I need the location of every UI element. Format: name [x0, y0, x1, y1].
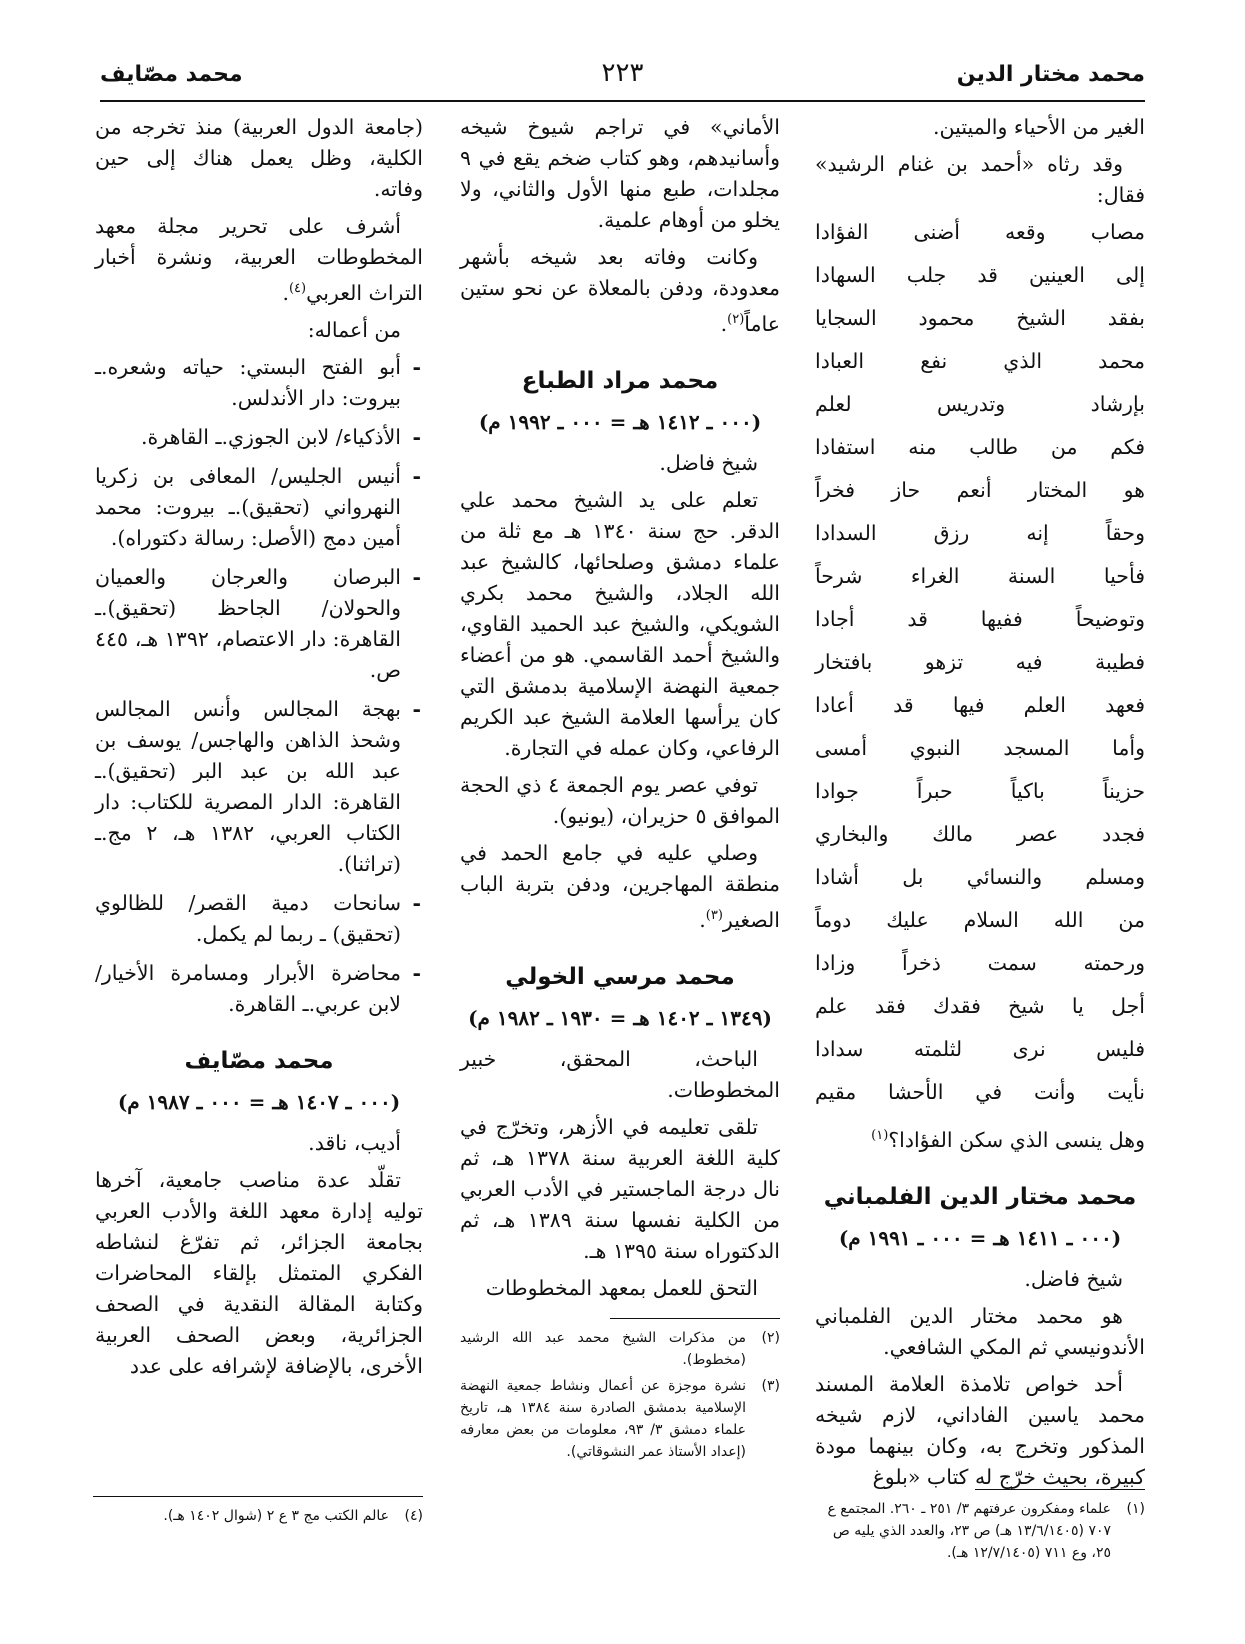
entry-dates: (١٣٤٩ ـ ١٤٠٢ هـ = ١٩٣٠ ـ ١٩٨٢ م) — [468, 1005, 772, 1030]
poem-verse: ومسلم والنسائي بل أشادا — [815, 865, 1145, 889]
work-item: - البرصان والعرجان والعميان والحولان/ الجاحظ (تحقيق).ـ القاهرة: دار الاعتصام، ١٣٩٢ هـ، ٤٤٥ ص. — [95, 562, 423, 686]
entry-title: محمد مختار الدين الفلمباني — [823, 1183, 1137, 1210]
footnotes-left — [95, 1482, 423, 1531]
paragraph: تعلم على يد الشيخ محمد علي الدقر. حج سنة ١٣٤٠ هـ مع ثلة من علماء دمشق وصلحائها، كالشيخ عبد الله الجلاد، والشيخ محمد بكري الشويكي، والشيخ عبد الحميد القاوي، والشيخ أحمد القاسمي. هو من أعضاء جمعية النهضة الإسلامية بدمشق التي كان يرأسها العلامة الشيخ عبد الكريم الرفاعي، وكان عمله في التجارة. — [460, 487, 781, 760]
elegy-poem — [815, 217, 1145, 1156]
footnote-ref: (١) — [871, 1128, 889, 1143]
running-head-right: محمد مختار الدين — [956, 62, 1145, 87]
paragraph: الأماني» في تراجم شيوخ شيخه وأسانيدهم، وهو كتاب ضخم يقع في ٩ مجلدات، طبع منها الأول والثاني، ولا يخلو من أوهام علمية. — [460, 115, 780, 232]
paragraph-text: أشرف على تحرير مجلة معهد المخطوطات العربية، ونشرة أخبار التراث العربي — [95, 214, 423, 305]
paragraph-text: وصلي عليه في جامع الحمد في منطقة المهاجرين، ودفن بتربة الباب الصغير — [460, 840, 780, 932]
page-number: ٢٢٣ — [601, 58, 644, 88]
work-item: - أبو الفتح البستي: حياته وشعره.ـ بيروت: دار الأندلس. — [95, 352, 423, 414]
paragraph: هو محمد مختار الدين الفلمباني الأندونيسي ثم المكي الشافعي. — [815, 1303, 1145, 1359]
column-right — [815, 112, 1145, 1499]
work-item: - بهجة المجالس وأنس المجالس وشحذ الذاهن والهاجس/ يوسف بن عبد الله بن عبد البر (تحقيق).ـ القاهرة: الدار المصرية للكتاب: دار الكتاب العربي، ١٣٨٢ هـ، ٢ مج.ـ (تراثنا). — [95, 694, 423, 880]
paragraph: الغير من الأحياء والميتين. — [933, 115, 1145, 139]
column-left — [95, 112, 423, 1388]
entry-title: محمد مراد الطباع — [521, 367, 719, 394]
entry-dates: (٠٠٠ ـ ١٤١٢ هـ = ٠٠٠ ـ ١٩٩٢ م) — [478, 409, 762, 434]
paragraph: الباحث، المحقق، خبير المخطوطات. — [460, 1046, 780, 1102]
paragraph: أشرف على تحرير مجلة معهد المخطوطات العربية، ونشرة أخبار التراث العربي$^{(٤)}$. — [95, 214, 423, 305]
footnote-number: (٣) — [761, 1377, 780, 1394]
poem-verse: أجل يا شيخ فقدك فقد علم — [815, 994, 1145, 1018]
poem-verse: وحقاً إنه رزق السدادا — [815, 521, 1145, 545]
poem-verse: بفقد الشيخ محمود السجايا — [815, 306, 1145, 330]
paragraph: شيخ فاضل. — [659, 450, 758, 475]
poem-verse: فطيبة فيه تزهو بافتخار — [815, 650, 1145, 674]
paragraph-text: وكانت وفاته بعد شيخه بأشهر معدودة، ودفن بالمعلاة عن نحو ستين عاماً — [460, 245, 780, 336]
paragraph: (جامعة الدول العربية) منذ تخرجه من الكلية، وظل يعمل هناك إلى حين وفاته. — [95, 115, 423, 201]
footnote-rule — [93, 1496, 423, 1497]
paragraph: وصلي عليه في جامع الحمد في منطقة المهاجرين، ودفن بتربة الباب الصغير$^{(٣)}$. — [460, 840, 780, 932]
work-item: - أنيس الجليس/ المعافى بن زكريا النهرواني (تحقيق).ـ بيروت: محمد أمين دمج (الأصل: رسالة دكتوراه). — [95, 461, 423, 554]
footnote-number: (٢) — [761, 1329, 780, 1346]
paragraph: التحق للعمل بمعهد المخطوطات — [485, 1275, 758, 1300]
footnote-text: علماء ومفكرون عرفتهم ٣/ ٢٥١ ـ ٢٦٠. المجتمع ع ٧٠٧ (١٣/٦/١٤٠٥ هـ) ص ٢٣، والعدد الذي يليه ص ٢٥، وع ٧١١ (١٢/٧/١٤٠٥ هـ). — [827, 1501, 1111, 1561]
poem-verse: مصاب وقعه أضنى الفؤادا — [815, 220, 1145, 244]
entry-dates: (٠٠٠ ـ ١٤١١ هـ = ٠٠٠ ـ ١٩٩١ م) — [838, 1225, 1122, 1250]
work-item: - محاضرة الأبرار ومسامرة الأخيار/ لابن عربي.ـ القاهرة. — [95, 958, 423, 1020]
poem-verse: نأيت وأنت في الأحشا مقيم — [815, 1080, 1145, 1104]
work-item: - الأذكياء/ لابن الجوزي.ـ القاهرة. — [95, 422, 423, 453]
works-heading: من أعماله: — [307, 317, 401, 342]
poem-verse: فأحيا السنة الغراء شرحاً — [815, 564, 1145, 588]
footnote-text: عالم الكتب مج ٣ ع ٢ (شوال ١٤٠٢ هـ). — [163, 1508, 389, 1524]
footnote — [95, 1505, 423, 1527]
entry-dates: (٠٠٠ ـ ١٤٠٧ هـ = ٠٠٠ ـ ١٩٨٧ م) — [117, 1089, 401, 1114]
paragraph: تلقى تعليمه في الأزهر، وتخرّج في كلية اللغة العربية سنة ١٣٧٨ هـ، ثم نال درجة الماجستير في الأدب العربي من الكلية نفسها سنة ١٣٨٩ هـ، ثم الدكتوراه سنة ١٣٩٥ هـ. — [460, 1114, 780, 1263]
entry-title: محمد مرسي الخولي — [505, 963, 735, 990]
paragraph: أديب، ناقد. — [308, 1130, 401, 1155]
footnote — [460, 1327, 780, 1371]
poem-verse: وتوضيحاً ففيها قد أجادا — [815, 607, 1145, 631]
works-list — [95, 352, 423, 1020]
footnote-ref: (٢) — [727, 312, 745, 327]
poem-verse: من الله السلام عليك دوماً — [815, 908, 1145, 932]
poem-verse: إلى العينين قد جلب السهادا — [815, 263, 1145, 287]
page-header — [100, 58, 1145, 102]
paragraph: وقد رثاه «أحمد بن غنام الرشيد» فقال: — [815, 152, 1145, 207]
footnote-rule — [610, 1318, 780, 1319]
footnote-ref: (٣) — [705, 907, 723, 923]
poem-verse: فعهد العلم فيها قد أعادا — [815, 693, 1145, 717]
footnote-number: (٤) — [404, 1508, 423, 1524]
column-middle — [460, 112, 780, 1467]
poem-verse: ورحمته سمت ذخراً وزادا — [815, 951, 1145, 975]
poem-verse: بإرشاد وتدريس لعلم — [815, 392, 1145, 416]
poem-verse: محمد الذي نفع العبادا — [815, 349, 1145, 373]
footnote-ref: (٤) — [288, 281, 307, 296]
poem-verse: فكم من طالب منه استفادا — [815, 435, 1145, 459]
paragraph: تقلّد عدة مناصب جامعية، آخرها توليه إدارة معهد اللغة والأدب العربي بجامعة الجزائر، ثم تفرّغ لنشاطه الفكري المتمثل بإلقاء المحاضرات وكتابة المقالة النقدية في الصحف الجزائرية، وبعض الصحف العربية الأخرى، بالإضافة لإشرافه على عدد — [95, 1167, 423, 1378]
verse-text: وهل ينسى الذي سكن الفؤادا؟ — [888, 1127, 1145, 1152]
paragraph: أحد خواص تلامذة العلامة المسند محمد ياسين الفاداني، لازم شيخه المذكور وتخرج به، وكان بينهما مودة كبيرة، بحيث خرّج له كتاب «بلوغ — [815, 1371, 1145, 1489]
footnote — [815, 1498, 1145, 1564]
entry-title: محمد مصّايف — [184, 1047, 334, 1074]
paragraph: توفي عصر يوم الجمعة ٤ ذي الحجة الموافق ٥ حزيران، (يونيو). — [460, 772, 780, 828]
poem-verse: فجدد عصر مالك والبخاري — [815, 822, 1145, 846]
footnote — [460, 1375, 780, 1463]
work-item: - سانحات دمية القصر/ للظالوي (تحقيق) ـ ربما لم يكمل. — [95, 888, 423, 950]
running-head-left: محمد مصّايف — [100, 62, 243, 87]
poem-verse: هو المختار أنعم حاز فخراً — [815, 478, 1145, 502]
paragraph: وكانت وفاته بعد شيخه بأشهر معدودة، ودفن بالمعلاة عن نحو ستين عاماً$^{(٢)}$. — [460, 245, 780, 336]
poem-verse: حزيناً باكياً حبراً جوادا — [815, 779, 1145, 803]
poem-verse: وأما المسجد النبوي أمسى — [815, 736, 1145, 760]
footnote-text: من مذكرات الشيخ محمد عبد الله الرشيد (مخطوط). — [460, 1329, 746, 1368]
poem-verse: فليس نرى لثلمته سدادا — [815, 1037, 1145, 1061]
paragraph: شيخ فاضل. — [1024, 1266, 1123, 1291]
footnotes-right — [815, 1475, 1145, 1568]
poem-verse — [815, 1120, 1145, 1156]
footnote-text: نشرة موجزة عن أعمال ونشاط جمعية النهضة الإسلامية بدمشق الصادرة سنة ١٣٨٤ هـ، تاريخ علماء دمشق ٣/ ٩٣، معلومات من بعض معارفه (إعداد الأستاذ عمر النشوقاتي). — [460, 1377, 747, 1460]
footnote-number: (١) — [1126, 1501, 1145, 1517]
footnote-rule — [975, 1489, 1145, 1490]
